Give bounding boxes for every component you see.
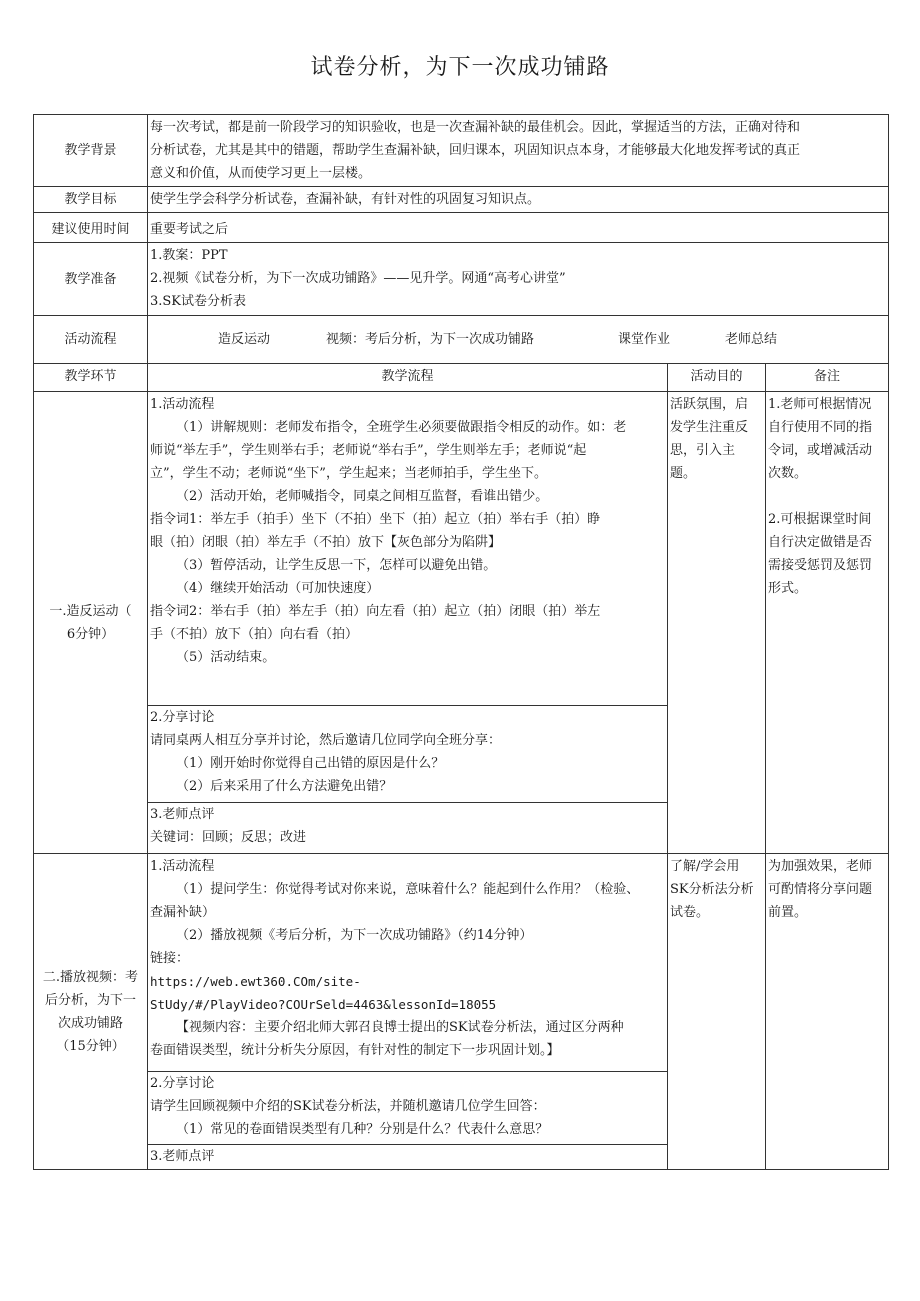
activity-item: 视频：考后分析，为下一次成功铺路 bbox=[326, 332, 535, 347]
header-remark: 备注 bbox=[766, 364, 889, 392]
section1-process bbox=[148, 392, 668, 854]
header-row bbox=[34, 364, 889, 392]
section1-part1: 1.活动流程 （1）讲解规则：老师发布指令，全班学生必须要做跟指令相反的动作。如：老 师说“举左手”，学生则举右手；老师说“举右手”，学生则举左手；老师说“起 立”，学生不动；老师说“坐下”，学生起来；当老师拍手，学生坐下。 （2）活动开始，老师喊指令，同桌之间相互监督，看谁出错少。 指令词1：举左手（拍手）坐下（不拍）坐下（拍）起立（拍）举右手（拍）睁 眼（拍）闭眼（拍）举左手（不拍）放下【灰色部分为陷阱】 （3）暂停活动，让学生反思一下，怎样可以避免出错。 （4）继续开始活动（可加快速度） 指令词2：举右手（拍）举左手（拍）向左看（拍）起立（拍）闭眼（拍）举左 手（不拍）放下（拍）向右看（拍） （5）活动结束。 bbox=[150, 397, 627, 665]
page-title: 试卷分析，为下一次成功铺路 bbox=[310, 55, 610, 80]
activity-item: 老师总结 bbox=[725, 332, 778, 347]
section1-purpose: 活跃氛围，启 发学生注重反 思，引入主 题。 bbox=[668, 392, 766, 854]
time-row bbox=[34, 213, 889, 243]
section2-stage: 二.播放视频：考 后分析，为下一 次成功铺路 （15分钟） bbox=[34, 854, 148, 1170]
section1-remark: 1.老师可根据情况 自行使用不同的指 令词，或增减活动 次数。 2.可根据课堂时间 自行决定做错是否 需接受惩罚及惩罚 形式。 bbox=[766, 392, 889, 854]
video-link[interactable]: https://web.ewt360.COm/site- bbox=[150, 974, 361, 989]
background-row bbox=[34, 115, 889, 187]
time-label: 建议使用时间 bbox=[34, 213, 148, 243]
section2-row bbox=[34, 854, 889, 1170]
section1-part2: 2.分享讨论 请同桌两人相互分享并讨论，然后邀请几位同学向全班分享： （1）刚开始时你觉得自己出错的原因是什么？ （2）后来采用了什么方法避免出错？ bbox=[148, 705, 667, 802]
prep-label: 教学准备 bbox=[34, 243, 148, 316]
background-text: 每一次考试，都是前一阶段学习的知识验收，也是一次查漏补缺的最佳机会。因此，掌握适当的方法，正确对待和 分析试卷，尤其是其中的错题，帮助学生查漏补缺，回归课本，巩固知识点本身，才能够最大化地发挥考试的真正 意义和价值，从而使学习更上一层楼。 bbox=[148, 115, 889, 187]
header-stage: 教学环节 bbox=[34, 364, 148, 392]
header-purpose: 活动目的 bbox=[668, 364, 766, 392]
activity-row bbox=[34, 316, 889, 364]
section2-part2: 2.分享讨论 请学生回顾视频中介绍的SK试卷分析法，并随机邀请几位学生回答： （1）常见的卷面错误类型有几种？分别是什么？代表什么意思？ bbox=[148, 1071, 667, 1144]
prep-text: 1.教案：PPT 2.视频《试卷分析，为下一次成功铺路》——见升学。网通“高考心讲堂” 3.SK试卷分析表 bbox=[148, 243, 889, 316]
activity-label: 活动流程 bbox=[34, 316, 148, 364]
section2-purpose: 了解/学会用 SK分析法分析 试卷。 bbox=[668, 854, 766, 1170]
section2-part3: 3.老师点评 bbox=[148, 1144, 667, 1169]
goal-label: 教学目标 bbox=[34, 187, 148, 213]
section2-part1: 1.活动流程 （1）提问学生：你觉得考试对你来说，意味着什么？能起到什么作用？（检验、 查漏补缺） （2）播放视频《考后分析，为下一次成功铺路》（约14分钟） 链接： https://web.ewt360.COm/site- StUdy/#/PlayVideo?COUrSeld=4463&lessonId=18055 【视频内容：主要介绍北师大郭召良博士提出的SK试卷分析法，通过区分两种 卷面错误类型，统计分析失分原因，有针对性的制定下一步巩固计划。】 bbox=[150, 855, 665, 1071]
section1-part3: 3.老师点评 关键词：回顾；反思；改进 bbox=[148, 802, 667, 853]
time-text: 重要考试之后 bbox=[148, 213, 889, 243]
video-link-cont[interactable]: StUdy/#/PlayVideo?COUrSeld=4463&lessonId=18055 bbox=[150, 997, 497, 1012]
activity-item: 课堂作业 bbox=[618, 332, 671, 347]
goal-row bbox=[34, 187, 889, 213]
lesson-plan-table bbox=[33, 114, 889, 1170]
activity-item: 造反运动 bbox=[218, 332, 271, 347]
section2-remark: 为加强效果，老师 可酌情将分享问题 前置。 bbox=[766, 854, 889, 1170]
section1-row bbox=[34, 392, 889, 854]
prep-row bbox=[34, 243, 889, 316]
section1-stage: 一.造反运动（ 6分钟） bbox=[34, 392, 148, 854]
background-label: 教学背景 bbox=[34, 115, 148, 187]
header-process: 教学流程 bbox=[148, 364, 668, 392]
section2-process bbox=[148, 854, 668, 1170]
goal-text: 使学生学会科学分析试卷，查漏补缺，有针对性的巩固复习知识点。 bbox=[148, 187, 889, 213]
activity-flow bbox=[148, 316, 889, 364]
